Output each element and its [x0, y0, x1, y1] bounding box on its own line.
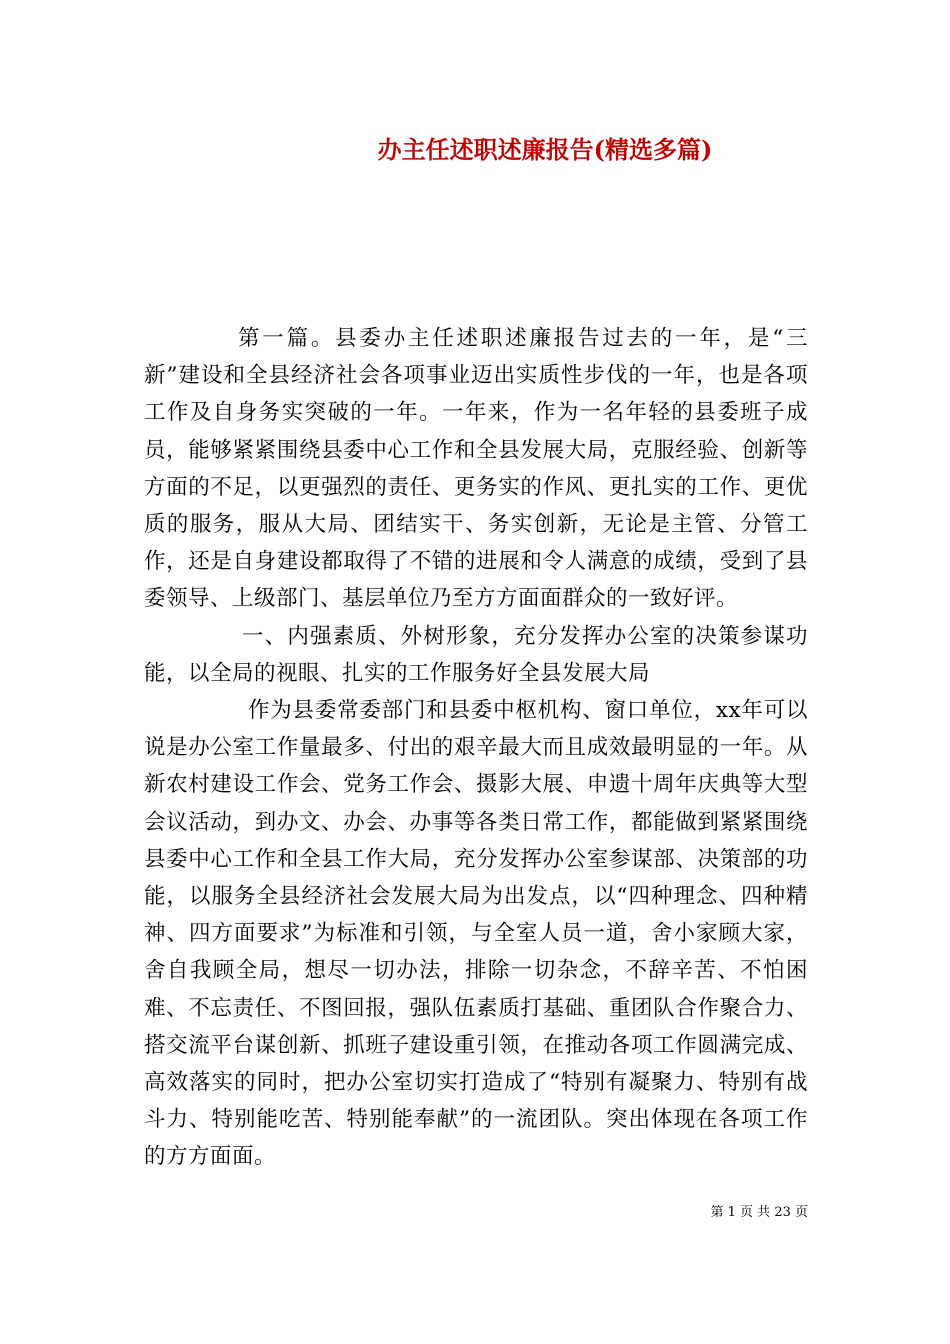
paragraph-3: 作为县委常委部门和县委中枢机构、窗口单位，xx年可以说是办公室工作量最多、付出的艰辛最大而且成效最明显的一年。从新农村建设工作会、党务工作会、摄影大展、申遗十周年庆典等大型会议活动，到办文、办会、办事等各类日常工作，都能做到紧紧围绕县委中心工作和全县工作大局，充分发挥办公室参谋部、决策部的功能，以服务全县经济社会发展大局为出发点，以“四种理念、四种精神、四方面要求”为标准和引领，与全室人员一道，舍小家顾大家，舍自我顾全局，想尽一切办法，排除一切杂念，不辞辛苦、不怕困难、不忘责任、不图回报，强队伍素质打基础、重团队合作聚合力、搭交流平台谋创新、抓班子建设重引领，在推动各项工作圆满完成、高效落实的同时，把办公室切实打造成了“特别有凝聚力、特别有战斗力、特别能吃苦、特别能奉献”的一流团队。突出体现在各项工作的方方面面。: [144, 698, 808, 1170]
document-body: [144, 320, 808, 1176]
page-number-footer: 第 1 页 共 23 页: [710, 1205, 808, 1220]
paragraph-2-section-heading: 一、内强素质、外树形象，充分发挥办公室的决策参谋功能，以全局的视眼、扎实的工作服务好全县发展大局: [144, 623, 808, 686]
page-title: 办主任述职述廉报告(精选多篇): [377, 135, 713, 164]
paragraph-1: 第一篇。县委办主任述职述廉报告过去的一年，是“三新”建设和全县经济社会各项事业迈出实质性步伐的一年，也是各项工作及自身务实突破的一年。一年来，作为一名年轻的县委班子成员，能够紧紧围绕县委中心工作和全县发展大局，克服经验、创新等方面的不足，以更强烈的责任、更务实的作风、更扎实的工作、更优质的服务，服从大局、团结实干、务实创新，无论是主管、分管工作，还是自身建设都取得了不错的进展和令人满意的成绩，受到了县委领导、上级部门、基层单位乃至方方面面群众的一致好评。: [144, 326, 808, 612]
